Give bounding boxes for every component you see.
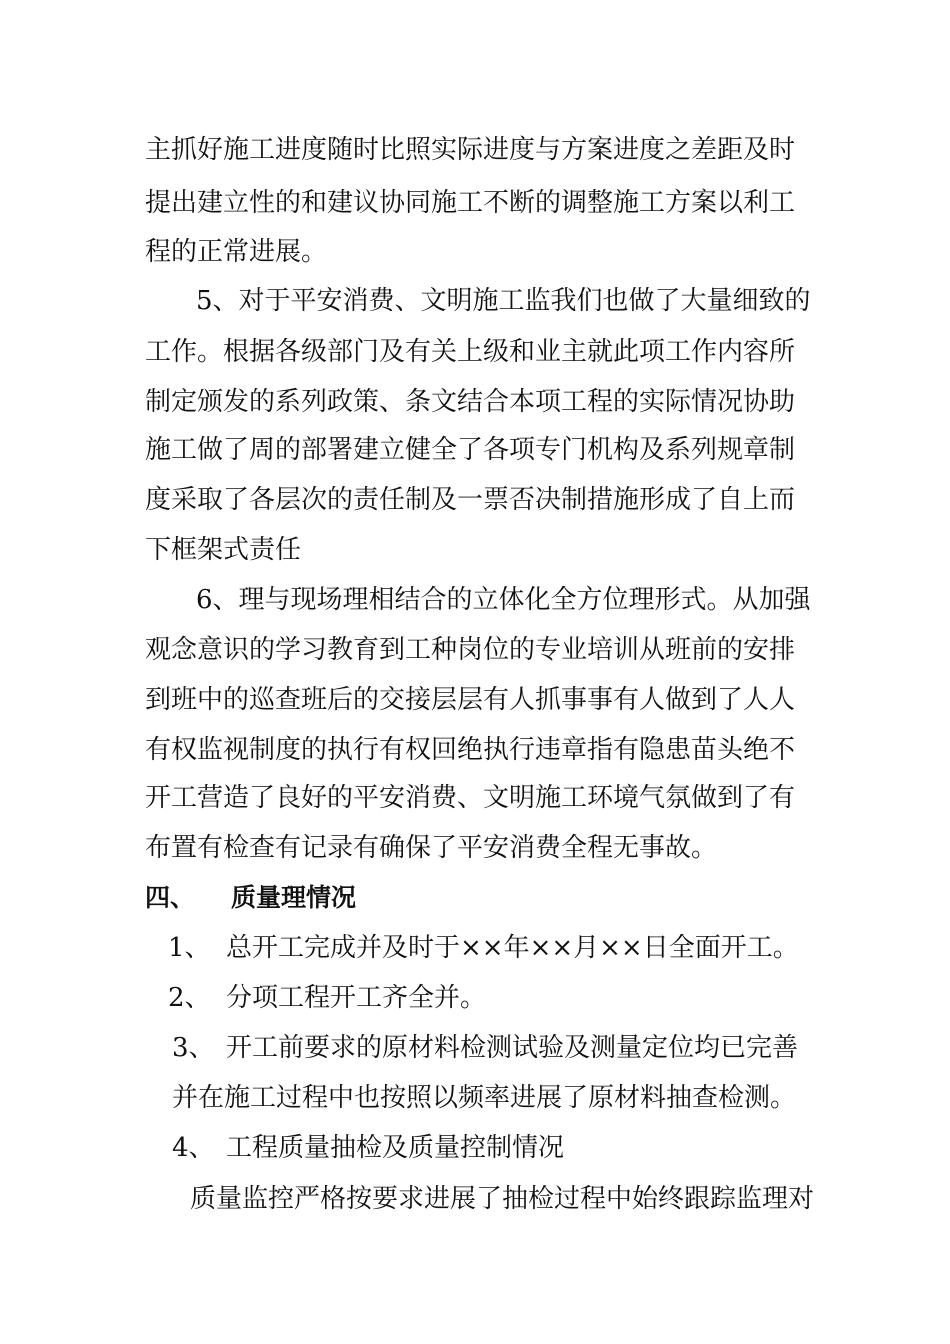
list-item-number: 1、: [168, 933, 211, 963]
paragraph-line: 质量监控严格按要求进展了抽检过程中始终跟踪监理对: [190, 1184, 815, 1214]
list-item: [172, 1032, 798, 1064]
section-title: 质量理情况: [231, 883, 357, 912]
section-number: 四、: [145, 883, 196, 912]
paragraph-line: 观念意识的学习教育到工种岗位的专业培训从班前的安排: [145, 635, 796, 665]
list-item: [168, 932, 799, 964]
list-item-number: 3、: [172, 1033, 215, 1063]
paragraph-line: 工作。根据各级部门及有关上级和业主就此项工作内容所: [145, 337, 796, 367]
list-item-text: 分项工程开工齐全并。: [226, 983, 487, 1013]
list-item-text: 开工前要求的原材料检测试验及测量定位均已完善: [226, 1033, 799, 1063]
section-heading: [145, 882, 356, 914]
paragraph-line: 施工做了周的部署建立健全了各项专门机构及系列规章制: [145, 435, 796, 465]
list-item-number: 4、: [172, 1133, 215, 1163]
paragraph-line: 布置有检查有记录有确保了平安消费全程无事故。: [145, 833, 718, 863]
paragraph-line: 度采取了各层次的责任制及一票否决制措施形成了自上而: [145, 485, 796, 515]
list-item-text: 工程质量抽检及质量控制情况: [226, 1133, 565, 1163]
paragraph-line: 有权监视制度的执行有权回绝执行违章指有隐患苗头绝不: [145, 735, 796, 765]
paragraph-line: 6、理与现场理相结合的立体化全方位理形式。从加强: [196, 585, 811, 615]
paragraph-line: 程的正常进展。: [145, 237, 328, 267]
list-item: [168, 982, 486, 1014]
paragraph-line: 5、对于平安消费、文明施工监我们也做了大量细致的: [196, 286, 811, 316]
paragraph-line: 下框架式责任: [145, 535, 302, 565]
paragraph-line: 开工营造了良好的平安消费、文明施工环境气氛做到了有: [145, 783, 796, 813]
list-item-number: 2、: [168, 983, 211, 1013]
paragraph-line: 主抓好施工进度随时比照实际进度与方案进度之差距及时: [145, 135, 796, 165]
list-item-continuation: 并在施工过程中也按照以频率进展了原材料抽查检测。: [172, 1083, 797, 1113]
paragraph-line: 到班中的巡查班后的交接层层有人抓事事有人做到了人人: [145, 685, 796, 715]
list-item: [172, 1132, 564, 1164]
paragraph-line: 制定颁发的系列政策、条文结合本项工程的实际情况协助: [145, 387, 796, 417]
list-item-text: 总开工完成并及时于××年××月××日全面开工。: [226, 933, 799, 963]
paragraph-line: 提出建立性的和建议协同施工不断的调整施工方案以利工: [145, 188, 796, 218]
